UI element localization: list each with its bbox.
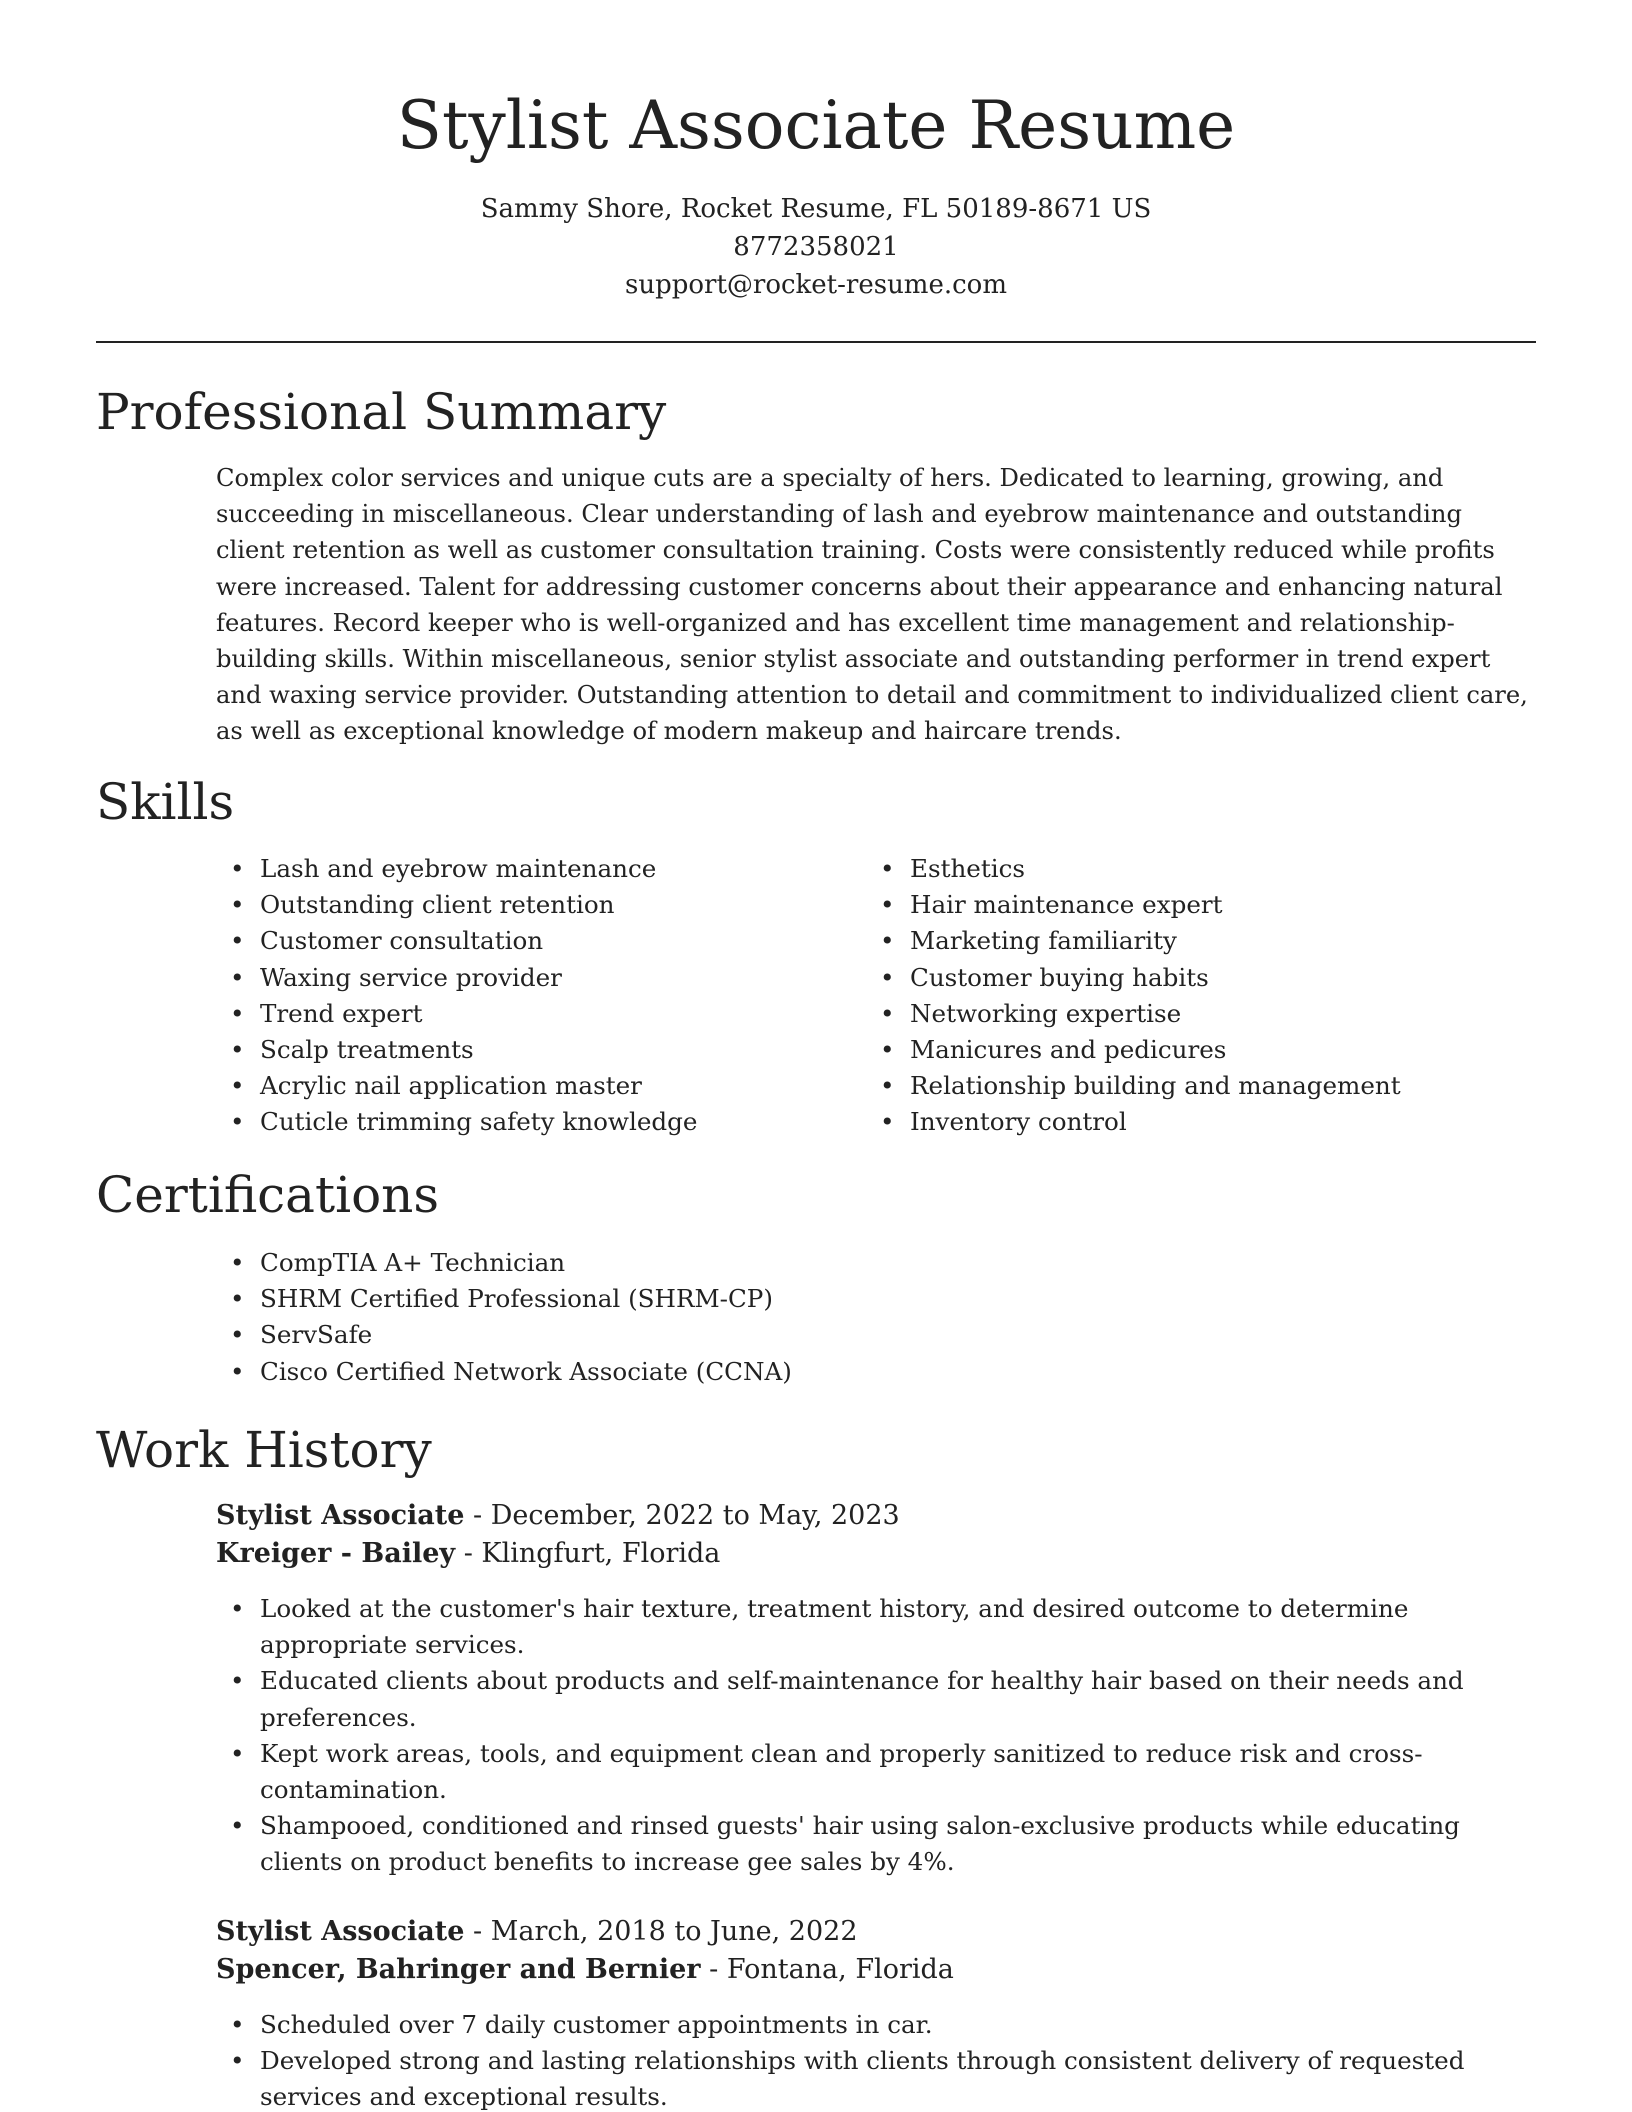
resume-title: Stylist Associate Resume <box>396 87 1236 164</box>
bullet-icon: • <box>880 890 895 920</box>
skill-label: Manicures and pedicures <box>910 1035 1227 1065</box>
bullet-icon: • <box>230 1071 245 1101</box>
skill-label: Waxing service provider <box>260 962 562 992</box>
skill-label: Esthetics <box>910 854 1025 883</box>
skills-heading: Skills <box>96 773 235 831</box>
job-dates: - December, 2022 to May, 2023 <box>464 1500 900 1531</box>
job-location: - Fontana, Florida <box>700 1954 954 1985</box>
certifications-list <box>216 1245 1116 1390</box>
skill-label: Relationship building and management <box>910 1071 1401 1101</box>
skill-label: Scalp treatments <box>260 1035 474 1065</box>
job-company-line <box>216 1951 954 1989</box>
bullet-icon: • <box>880 1107 895 1137</box>
skill-item <box>216 1104 816 1140</box>
bullet-icon: • <box>230 2046 245 2076</box>
job-title-line <box>216 1497 900 1535</box>
bullet-icon: • <box>230 1035 245 1065</box>
certification-item <box>216 1317 1116 1353</box>
bullet-icon: • <box>230 1284 245 1314</box>
bullet-icon: • <box>230 998 245 1028</box>
bullet-icon: • <box>880 998 895 1028</box>
job-location: - Klingfurt, Florida <box>455 1538 721 1569</box>
skill-item <box>866 996 1526 1032</box>
bullet-icon: • <box>230 1107 245 1137</box>
skills-list-left <box>216 851 816 1141</box>
skill-label: Trend expert <box>260 998 423 1028</box>
contact-address: Sammy Shore, Rocket Resume, FL 50189-8671 US <box>480 194 1152 224</box>
skill-item <box>866 1032 1526 1068</box>
summary-text: Complex color services and unique cuts are a specialty of hers. Dedicated to learning, growing, and succeeding in miscellaneous. Clear understanding of lash and eyebrow maintenance and outstanding client retention as well as customer consultation training. Costs were consistently reduced while profits were increased. Talent for addressing customer concerns about their appearance and enhancing natural features. Record keeper who is well-organized and has excellent time management and relationship-building skills. Within miscellaneous, senior stylist associate and outstanding performer in trend expert and waxing service provider. Outstanding attention to detail and commitment to individualized client care, as well as exceptional knowledge of modern makeup and haircare trends. <box>216 464 1528 746</box>
contact-phone: 8772358021 <box>733 232 899 262</box>
bullet-icon: • <box>230 926 245 956</box>
certification-label: CompTIA A+ Technician <box>260 1248 566 1277</box>
bullet-icon: • <box>230 1594 245 1623</box>
bullet-icon: • <box>880 926 895 956</box>
work-history-heading: Work History <box>96 1421 432 1479</box>
skill-label: Inventory control <box>910 1107 1127 1137</box>
certification-item <box>216 1281 1116 1317</box>
skill-label: Outstanding client retention <box>260 890 615 920</box>
summary-heading: Professional Summary <box>96 383 667 441</box>
certifications-heading: Certifications <box>96 1166 440 1224</box>
job-duty-text: Developed strong and lasting relationships with clients through consistent delivery of requested services and exceptional results. <box>260 2046 1465 2112</box>
skill-label: Lash and eyebrow maintenance <box>260 854 657 883</box>
job-duty-item <box>216 1591 1536 1663</box>
bullet-icon: • <box>230 1320 245 1350</box>
bullet-icon: • <box>880 854 895 883</box>
job-duty-item <box>216 1736 1536 1808</box>
skill-label: Hair maintenance expert <box>910 890 1223 920</box>
skill-item <box>216 996 816 1032</box>
skill-item <box>866 923 1526 959</box>
job-company: Kreiger - Bailey <box>216 1538 456 1569</box>
certification-item <box>216 1354 1116 1390</box>
skill-item <box>216 923 816 959</box>
skill-label: Acrylic nail application master <box>260 1071 642 1101</box>
bullet-icon: • <box>880 962 895 992</box>
job-company-line <box>216 1535 720 1573</box>
job-duty-text: Shampooed, conditioned and rinsed guests' hair using salon-exclusive products while educating clients on product benefits to increase gee sales by 4%. <box>260 1811 1460 1877</box>
certification-label: SHRM Certified Professional (SHRM-CP) <box>260 1284 773 1314</box>
skill-item <box>866 887 1526 923</box>
skill-label: Cuticle trimming safety knowledge <box>260 1107 698 1137</box>
bullet-icon: • <box>880 1071 895 1101</box>
job-duties-list <box>216 2007 1536 2112</box>
skill-item <box>866 960 1526 996</box>
skill-label: Customer consultation <box>260 926 544 956</box>
job-company: Spencer, Bahringer and Bernier <box>216 1954 701 1985</box>
job-title: Stylist Associate <box>216 1500 465 1531</box>
skill-item <box>216 887 816 923</box>
skill-item <box>866 851 1526 887</box>
bullet-icon: • <box>230 1738 245 1768</box>
skill-label: Marketing familiarity <box>910 926 1177 956</box>
bullet-icon: • <box>230 890 245 920</box>
contact-email: support@rocket-resume.com <box>624 270 1007 300</box>
skill-item <box>866 1068 1526 1104</box>
bullet-icon: • <box>230 854 245 883</box>
bullet-icon: • <box>230 1356 245 1386</box>
skill-item <box>216 851 816 887</box>
skill-label: Customer buying habits <box>910 962 1209 992</box>
job-duty-item <box>216 1808 1536 1880</box>
skill-item <box>216 1032 816 1068</box>
bullet-icon: • <box>230 1248 245 1277</box>
job-title: Stylist Associate <box>216 1916 465 1947</box>
job-duty-text: Looked at the customer's hair texture, treatment history, and desired outcome to determine appropriate services. <box>260 1594 1409 1660</box>
resume-page <box>96 0 1536 2112</box>
job-duty-item <box>216 2007 1536 2043</box>
certification-item <box>216 1245 1116 1281</box>
certification-label: Cisco Certified Network Associate (CCNA) <box>260 1356 792 1386</box>
job-title-line <box>216 1913 858 1951</box>
skill-label: Networking expertise <box>910 998 1182 1028</box>
bullet-icon: • <box>230 1666 245 1696</box>
job-duty-item <box>216 1663 1536 1735</box>
job-duty-text: Scheduled over 7 daily customer appointments in car. <box>260 2010 933 2039</box>
bullet-icon: • <box>230 1811 245 1841</box>
certification-label: ServSafe <box>260 1320 373 1350</box>
bullet-icon: • <box>880 1035 895 1065</box>
job-duty-text: Educated clients about products and self-maintenance for healthy hair based on their needs and preferences. <box>260 1666 1464 1732</box>
bullet-icon: • <box>230 2010 245 2039</box>
skill-item <box>866 1104 1526 1140</box>
job-duties-list <box>216 1591 1536 1881</box>
bullet-icon: • <box>230 962 245 992</box>
header-divider <box>96 341 1536 343</box>
job-duty-text: Kept work areas, tools, and equipment clean and properly sanitized to reduce risk and cross-contamination. <box>260 1738 1423 1805</box>
contact-block <box>96 190 1536 304</box>
job-duty-item <box>216 2043 1536 2112</box>
skills-list-right <box>866 851 1526 1141</box>
skill-item <box>216 960 816 996</box>
skill-item <box>216 1068 816 1104</box>
job-dates: - March, 2018 to June, 2022 <box>464 1916 858 1947</box>
